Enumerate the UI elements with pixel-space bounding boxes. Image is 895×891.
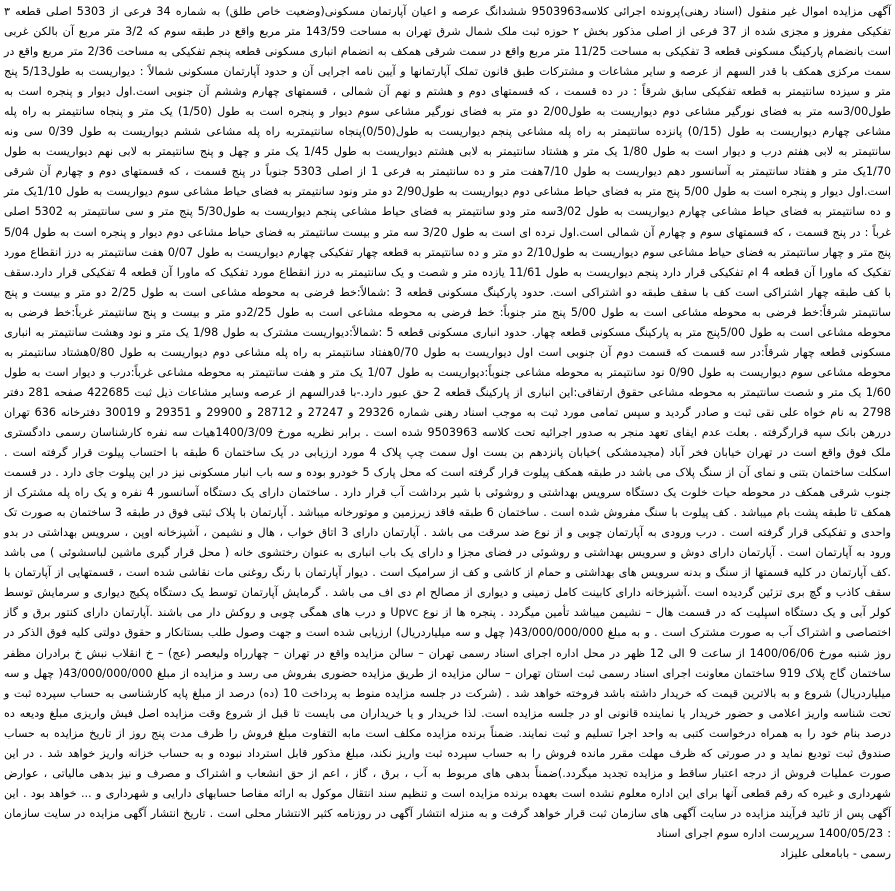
notice-signature: رسمی - بابامعلی علیزاد xyxy=(780,846,891,860)
notice-body-text: آگهی مزایده اموال غیر منقول (اسناد رهنی)پرونده اجرائی کلاسه9503963 ششدانگ عرصه و اعیان آپارتمان مسکونی(وضعیت خاص طلق) به شماره 34 فرعی از 5303 اصلی قطعه ۳ تفکیکی مفروز و مجزی شده از 37 فرعی از اصلی مذکور بخش ۲ حوزه ثبت ملک شمال شرق تهران به مساحت 143/59 متر مربع واقع در طبقه سوم که 3/2 متر مربع آن بالکن غربی است بانضمام پارکینگ مسکونی قطعه 3 تفکیکی به مساحت 11/25 متر مربع واقع در سمت شرقی همکف به انضمام انباری مسکونی قطعه پنجم تفکیکی به مساحت 2/36 متر مربع واقع در سمت مرکزی همکف با قدر السهم از عرصه و سایر مشاعات و مشترکات طبق قانون تملک آپارتمانها و آیین نامه اجرایی آن و حدود آپارتمان مسکونی شمالاً : دیواریست به طول5/13 پنج متر و سیزده سانتیمتر به قطعه تفکیکی سابق شرقاً : در ده قسمت ، که قسمتهای دوم و هشتم و نهم آن شمالی ، قسمتهای چهارم وششم آن جنوبی است.اول دیوار و پنجره است به طول3/00سه متر به فضای نورگیر مشاعی دوم دیواریست به طول2/00 دو متر به فضای نورگیر مشاعی سوم دیوار و پنجره است به طول (1/50) یک متر و پنجاه سانتیمتر به راه پله مشاعی چهارم دیواریست به طول (0/15) پانزده سانتیمتر به راه پله مشاعی پنجم دیواریست به طول(0/50)پنجاه سانتیمتربه راه پله مشاعی ششم دیواریست به طول 0/39 سی ونه سانتیمتر به لابی هفتم درب و دیوار است به طول 1/80 یک متر و هشتاد سانتیمتر به لابی هشتم دیواریست به طول 1/45 یک متر و چهل و پنج سانتیمتر به لابی نهم دیواریست به طول 1/70یک متر و هفتاد سانتیمتر به آسانسور دهم دیواریست به طول 7/10هفت متر و ده سانتیمتر به فرعی 1 از اصلی 5303 جنوباً در پنج قسمت ، که قسمتهای دوم و چهارم آن شرقی است.اول دیوار و پنجره است به طول 5/00 پنج متر به فضای حیاط مشاعی دوم دیواریست به طول2/90 دو متر ونود سانتیمتر به فضای حیاط مشاعی سوم دیواریست به طول 1/10یک متر و ده سانتیمتر به فضای حیاط مشاعی چهارم دیواریست به طول 3/02سه متر ودو سانتیمتر به فضای حیاط مشاعی پنجم دیواریست به طول5/30 پنج متر و سی سانتیمتر به 5302 اصلی غرباً : در پنج قسمت ، که قسمتهای سوم و چهارم آن شمالی است.اول نرده ای است به طول 3/20 سه متر و بیست سانتیمتر به فضای حیاط مشاعی دوم دیوار و پنجره است به طول 5/04 پنج متر و چهار سانتیمتر به فضای حیاط مشاعی سوم دیواریست به طول2/10 دو متر و ده سانتیمتر به قطعه چهار تفکیکی چهارم دیواریست به طول 0/07 هفت سانتیمتر به درز انقطاع مورد تفکیک که ماورا آن قطعه 4 ام تفکیکی قرار دارد پنجم دیواریست به طول 11/61 یازده متر و شصت و یک سانتیمتر به درز انقطاع مورد تفکیک که ماورا آن قطعه 4 تفکیکی قرار دارد.سقف با کف طبقه چهار اشتراکی است کف با سقف طبقه دو اشتراکی است. حدود پارکینگ مسکونی قطعه 3 :شمالاً:خط فرضی به محوطه مشاعی است به طول 2/25 دو متر و بیست و پنج سانتیمتر شرقاً:خط فرضی به محوطه مشاعی است به طول 5/00 پنج متر جنوباً: خط فرضی به محوطه مشاعی است به طول 2/25دو متر و بیست و پنج سانتیمتر غرباً:خط فرضی به محوطه مشاعی است به طول 5/00پنج متر به پارکینگ مسکونی قطعه چهار. حدود انباری مسکونی قطعه 5 :شمالاً:دیواریست مشترک به طول 1/98 یک متر و نود وهشت سانتیمتر به انباری مسکونی قطعه چهار شرقاً:در سه قسمت که قسمت دوم آن جنوبی است اول دیواریست به طول 0/70هفتاد سانتیمتر به راه پله مشاعی دوم دیواریست به طول 0/80هشتاد سانتیمتر به محوطه مشاعی سوم دیواریست به طول 0/90 نود سانتیمتر به محوطه مشاعی جنوباً:دیواریست به طول 1/07 یک متر و هفت سانتیمتر به محوطه مشاعی غرباً:درب و دیوار است به طول 1/60 یک متر و شصت سانتیمتر به محوطه مشاعی حقوق ارتفاقی:این انباری از پارکینگ قطعه 2 حق عبور دارد.-با قدرالسهم از عرصه وسایر مشاعات ذیل ثبت 422685 صفحه 281 دفتر 2798 به نام خواه علی نقی ثبت و صادر گردید و سپس تمامی مورد ثبت به موجب اسناد رهنی شماره 29326 و 27247 و 28712 و 29900 و 29351 و 30019 دفترخانه 636 تهران دررهن بانک سپه قرارگرفته . بعلت عدم ایفای تعهد منجر به صدور اجرائیه تحت کلاسه 9503963 شده است . برابر نظریه مورخ 1400/3/09هیات سه نفره کارشناسان رسمی دادگستری ملک فوق واقع است در تهران خیابان فخر آباد (مجیدمشکی )خیابان پانزدهم بن بست اول سمت چپ پلاک 4 مورد ارزیابی در یک ساختمان 6 طبقه با احتساب پیلوت قرار گرفته است . اسکلت ساختمان بتنی و نمای آن از سنگ پلاک می باشد در طبقه همکف پیلوت قرار گرفته است که محل پارک 5 خودرو بوده و سه باب انبار مسکونی نیز در این پیلوت جای دارد . در قسمت جنوب شرقی همکف در محوطه حیات خلوت یک دستگاه سرویس بهداشتی و روشوئی با شیر برداشت آب قرار دارد . ساختمان دارای یک دستگاه آسانسور 4 نفره و یک راه پله مشترک از همکف تا طبقه پشت بام میباشد . کف پیلوت با سنگ مفروش شده است . ساختمان 6 طبقه فاقد زیرزمین و موتورخانه میباشد . آپارتمان با پلاک ثبتی فوق در طبقه 3 ساختمان به صورت تک واحدی و تفکیکی قرار گرفته است . درب ورودی به آپارتمان چوبی و از نوع ضد سرقت می باشد . آپارتمان دارای 3 اتاق خواب ، هال و نشیمن ، آشپزخانه اوپن ، سرویس بهداشتی در بدو ورود به آپارتمان است . آپارتمان دارای دوش و سرویس بهداشتی و روشوئی در فضای مجزا و دارای یک باب انباری به عنوان رختشوی خانه ( محل قرار گیری ماشین لباسشوئی ) می باشد .کف آپارتمان در کلیه قسمتها از سنگ و بدنه سرویس های بهداشتی و حمام از کاشی و کف از سرامیک است . دیوار آپارتمان با رنگ روغنی مات نقاشی شده است ، قسمتهایی از آپارتمان با سقف کاذب و گچ بری تزئین گردیده است .آشپزخانه دارای کابینت کامل زمینی و دیواری از مصالح ام دی اف می باشد . گرمایش آپارتمان توسط یک دستگاه پکیج دیواری و سرمایش توسط کولر آبی و یک دستگاه اسپلیت که در قسمت هال – نشیمن میباشد تأمین میگردد . پنجره ها از نوع Upvc و درب های همگی چوبی و روکش دار می باشند .آپارتمان دارای کنتور برق و گاز اختصاصی و اشتراک آب به صورت مشترک است . و به مبلغ 43/000/000/000( چهل و سه میلیاردریال) ارزیابی شده است و جهت وصول طلب بستانکار و حقوق دولتی کلیه فوق الذکر در روز شنبه مورخ 1400/06/06 از ساعت 9 الی 12 ظهر در محل اداره اجرای اسناد رسمی تهران – سالن مزایده واقع در تهران – چهارراه ولیعصر (عج) – خ انقلاب نبش خ برادران مظفر ساختمان گاج پلاک 919 ساختمان معاونت اجرای اسناد رسمی ثبت استان تهران – سالن مزایده از طریق مزایده حضوری بفروش می رسد و مزایده از مبلغ 43/000/000/000( چهل و سه میلیاردریال) شروع و به بالاترین قیمت که خریدار داشته باشد فروخته خواهد شد . (شرکت در جلسه مزایده منوط به پرداخت 10 (ده) درصد از مبلغ پایه کارشناسی به حساب سپرده ثبت و تحت شناسه واریز اعلامی و حضور خریدار یا نماینده قانونی او در جلسه مزایده است. لذا خریدار و یا خریداران می بایست تا قبل از شروع وقت مزایده اصل فیش واریزی مبلغ ودیعه ده درصد بنام خود را به همراه درخواست کتبی به واحد اجرا تسلیم و ثبت نمایند. ضمناً برنده مزایده مکلف است مابه التفاوت مبلغ فروش را ظرف مدت پنج روز از تاریخ مزایده به حساب صندوق ثبت تودیع نماید و در صورتی که ظرف مهلت مقرر مانده فروش را به حساب سپرده ثبت واریز نکند، مبلغ مذکور قابل استرداد نبوده و به حساب خزانه واریز خواهد شد . در این صورت عملیات فروش از درجه اعتبار ساقط و مزایده تجدید میگردد.)ضمناً بدهی های مربوط به آب ، برق ، گاز ، اعم از حق انشعاب و اشتراک و مصرف و نیز بدهی مالیاتی ، عوارض شهرداری و غیره که رقم قطعی آنها برای این اداره معلوم نشده است بعهده برنده مزایده است و تنظیم سند انتقال موکول به ارائه مفاصا حسابهای دارایی و شهرداری و ... خواهد بود . این آگهی پس از تائید فرآیند مزایده در سایت آگهی های سازمان ثبت قرار خواهد گرفت و به منزله انتشار آگهی در روزنامه کثیر الانتشار محلی است . تاریخ انتشار آگهی مزایده در سایت سازمان : 1400/05/23 سرپرست اداره سوم اجرای اسناد xyxy=(4,5,892,840)
